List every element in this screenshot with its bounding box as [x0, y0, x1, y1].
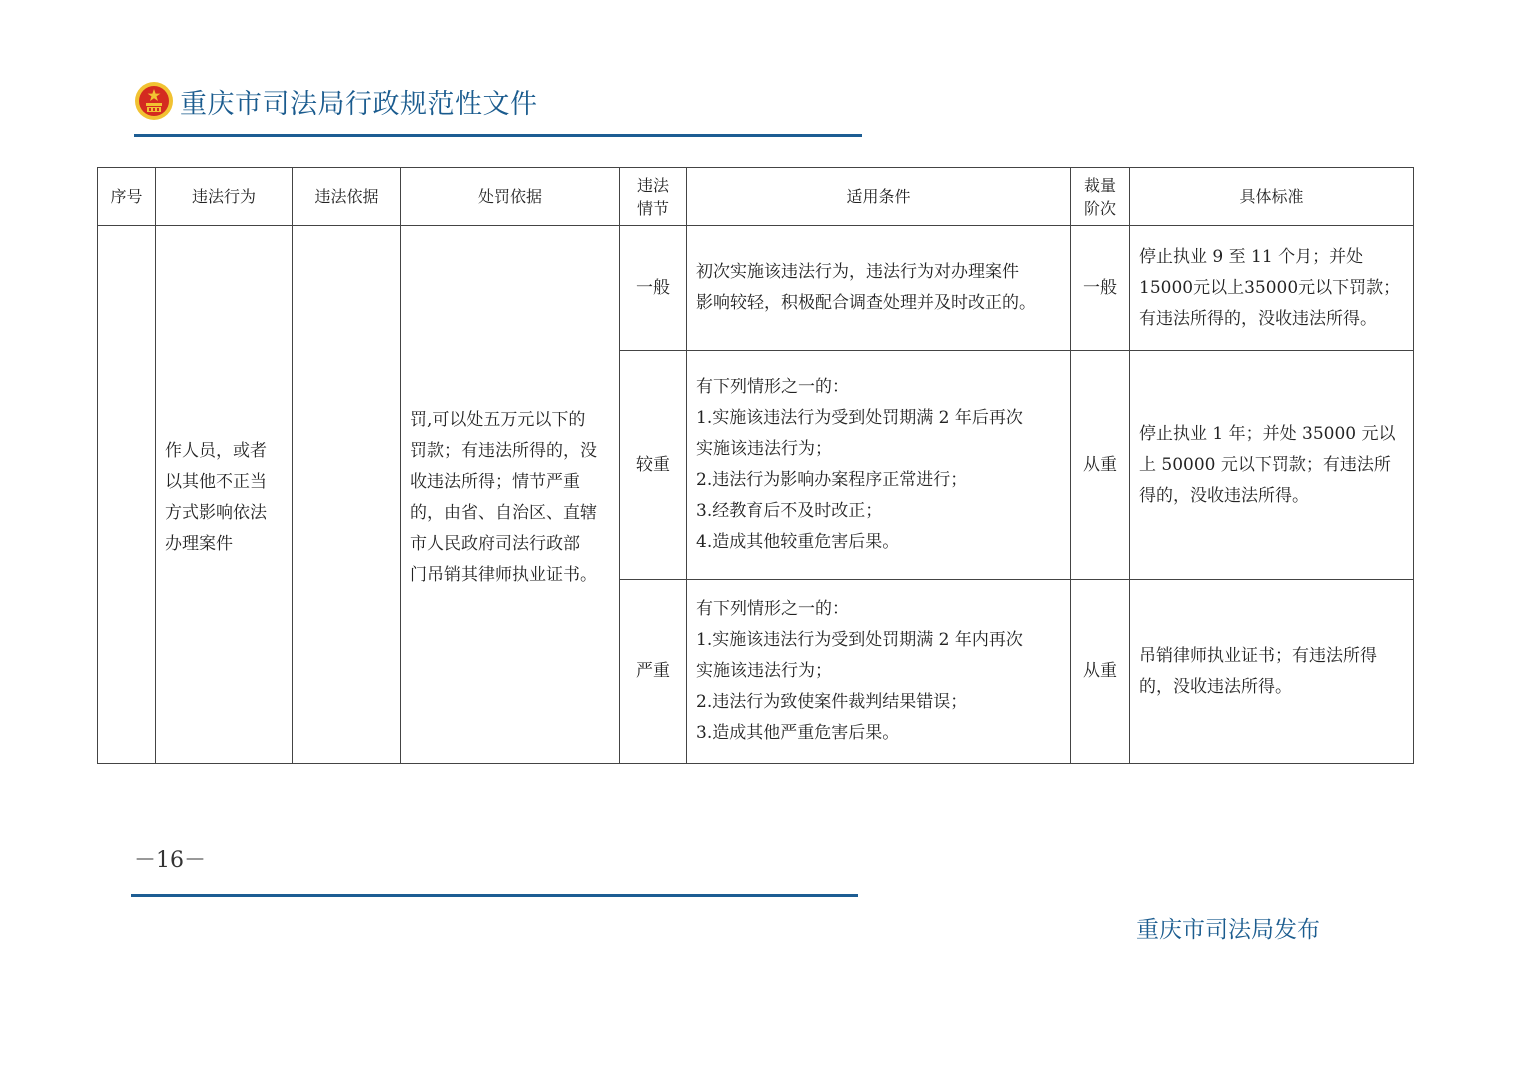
- column-header: 适用条件: [687, 168, 1071, 226]
- cell-line: 3.造成其他严重危害后果。: [696, 723, 900, 743]
- cell-line: 方式影响依法: [165, 502, 267, 523]
- cell-line: 初次实施该违法行为，违法行为对办理案件: [696, 262, 1019, 282]
- header-divider: [134, 134, 862, 137]
- cell-line: 有下列情形之一的：: [696, 599, 849, 619]
- publisher-label: 重庆市司法局发布: [1136, 917, 1320, 943]
- column-header: 处罚依据: [401, 168, 620, 226]
- column-header: 序号: [98, 168, 156, 226]
- page-number: －16－: [134, 848, 206, 873]
- penalty-basis-cell: [401, 226, 620, 764]
- table-row: [98, 226, 1414, 351]
- penalty-standard-table: [97, 167, 1414, 764]
- condition-cell: [687, 226, 1071, 351]
- level-cell: 一般: [1071, 226, 1130, 351]
- cell-line: 办理案件: [165, 533, 233, 554]
- condition-cell: [687, 580, 1071, 764]
- level-cell: 从重: [1071, 351, 1130, 580]
- standard-cell: [1130, 351, 1414, 580]
- cell-line: 收违法所得；情节严重: [410, 471, 580, 492]
- seq-cell: [98, 226, 156, 764]
- cell-line: 有下列情形之一的：: [696, 377, 849, 397]
- cell-line: 罚款；有违法所得的，没: [410, 440, 597, 461]
- cell-line: 1.实施该违法行为受到处罚期满 2 年内再次: [696, 630, 1023, 650]
- footer-divider: [131, 894, 858, 897]
- condition-cell: [687, 351, 1071, 580]
- cell-line: 2.违法行为影响办案程序正常进行；: [696, 470, 968, 490]
- violation-behavior-cell: [156, 226, 293, 764]
- circumstance-cell: 一般: [620, 226, 687, 351]
- cell-line: 2.违法行为致使案件裁判结果错误；: [696, 692, 968, 712]
- cell-line: 上 50000 元以下罚款；有违法所: [1139, 454, 1391, 475]
- column-header: 违法行为: [156, 168, 293, 226]
- cell-line: 以其他不正当: [165, 471, 267, 492]
- document-header-title: 重庆市司法局行政规范性文件: [180, 88, 538, 120]
- cell-line: 得的，没收违法所得。: [1139, 485, 1309, 506]
- document-header: [134, 78, 538, 124]
- column-header: 裁量 阶次: [1071, 168, 1130, 226]
- column-header: 违法依据: [293, 168, 401, 226]
- cell-line: 有违法所得的，没收违法所得。: [1139, 308, 1377, 329]
- column-header: 违法 情节: [620, 168, 687, 226]
- cell-line: 15000元以上35000元以下罚款；: [1139, 277, 1401, 298]
- cell-line: 门吊销其律师执业证书。: [410, 564, 597, 585]
- cell-line: 的，没收违法所得。: [1139, 676, 1292, 697]
- standard-cell: [1130, 226, 1414, 351]
- column-header: 具体标准: [1130, 168, 1414, 226]
- cell-line: 作人员，或者: [165, 440, 267, 461]
- circumstance-cell: 较重: [620, 351, 687, 580]
- cell-line: 停止执业 1 年；并处 35000 元以: [1139, 423, 1396, 444]
- table-header-row: [98, 168, 1414, 226]
- level-cell: 从重: [1071, 580, 1130, 764]
- cell-line: 市人民政府司法行政部: [410, 533, 580, 554]
- standard-cell: [1130, 580, 1414, 764]
- cell-line: 实施该违法行为；: [696, 661, 832, 681]
- cell-line: 停止执业 9 至 11 个月；并处: [1139, 246, 1364, 267]
- national-emblem-icon: [134, 81, 174, 121]
- cell-line: 影响较轻，积极配合调查处理并及时改正的。: [696, 293, 1036, 313]
- cell-line: 4.造成其他较重危害后果。: [696, 532, 900, 552]
- cell-line: 罚,可以处五万元以下的: [410, 409, 586, 430]
- cell-line: 3.经教育后不及时改正；: [696, 501, 883, 521]
- cell-line: 吊销律师执业证书；有违法所得: [1139, 645, 1377, 666]
- cell-line: 实施该违法行为；: [696, 439, 832, 459]
- circumstance-cell: 严重: [620, 580, 687, 764]
- violation-basis-cell: [293, 226, 401, 764]
- cell-line: 1.实施该违法行为受到处罚期满 2 年后再次: [696, 408, 1023, 428]
- cell-line: 的，由省、自治区、直辖: [410, 502, 597, 523]
